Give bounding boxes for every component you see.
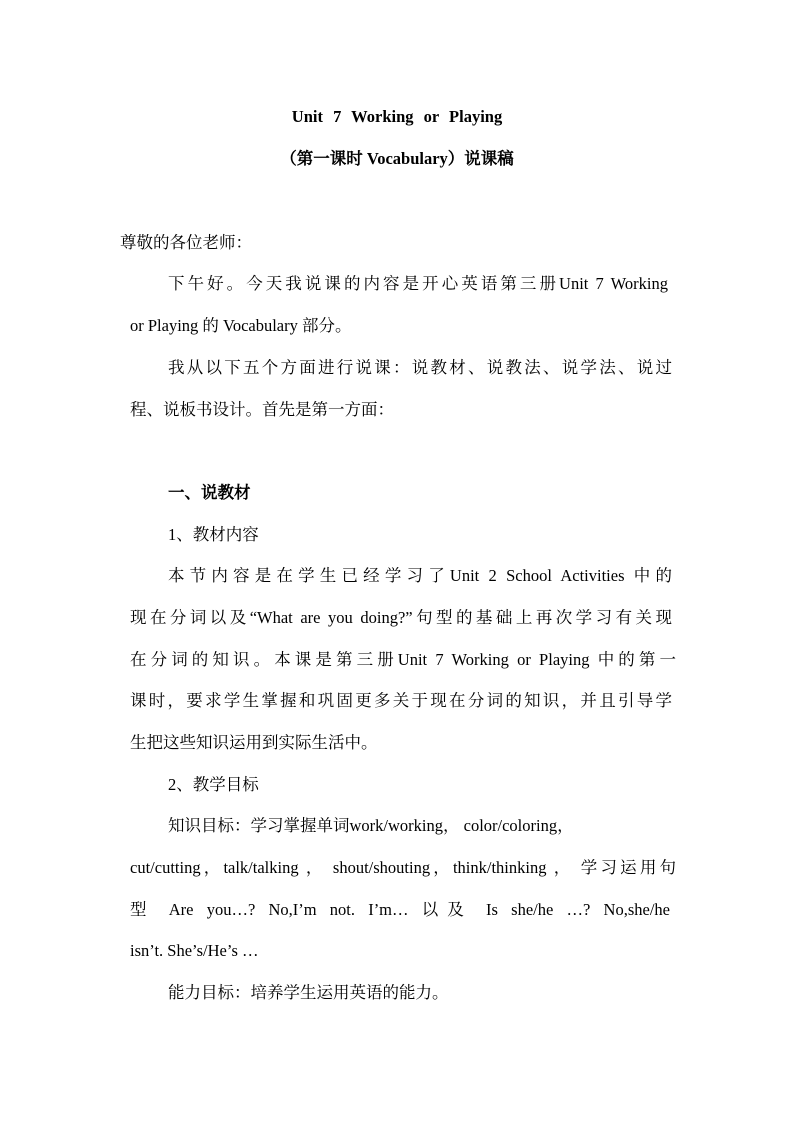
intro-line-1: 下午好。今天我说课的内容是开心英语第三册Unit 7 Working — [168, 274, 668, 293]
section-heading-textbook: 一、说教材 — [168, 483, 251, 502]
document-title: Unit 7 Working or Playing — [291, 107, 503, 126]
ability-goal: 能力目标：培养学生运用英语的能力。 — [168, 983, 449, 1002]
content-line-5: 生把这些知识运用到实际生活中。 — [130, 733, 378, 752]
knowledge-goal-line-1: 知识目标：学习掌握单词work/working， color/coloring， — [168, 816, 574, 835]
overview-line-2: 程、说板书设计。首先是第一方面： — [130, 400, 394, 419]
content-line-2: 现在分词以及“What are you doing?”句型的基础上再次学习有关现 — [130, 608, 672, 627]
intro-line-2: or Playing 的 Vocabulary 部分。 — [130, 316, 352, 335]
knowledge-goal-line-3: 型 Are you…? No,I’m not. I’m… 以及 Is she/he …? No,she/he — [130, 900, 670, 919]
document-subtitle: （第一课时 Vocabulary）说课稿 — [280, 149, 514, 168]
knowledge-goal-line-2: cut/cutting，talk/talking ， shout/shouting，think/thinking ， 学习运用句 — [130, 858, 676, 877]
content-line-1: 本节内容是在学生已经学习了Unit 2 School Activities 中的 — [168, 566, 672, 585]
subsection-title-goals: 2、教学目标 — [168, 775, 259, 794]
content-line-3: 在分词的知识。本课是第三册Unit 7 Working or Playing 中的第一 — [130, 650, 676, 669]
salutation: 尊敬的各位老师： — [120, 233, 252, 252]
overview-line-1: 我从以下五个方面进行说课：说教材、说教法、说学法、说过 — [168, 358, 672, 377]
knowledge-goal-line-4: isn’t. She’s/He’s … — [130, 941, 259, 960]
subsection-title-content: 1、教材内容 — [168, 525, 259, 544]
content-line-4: 课时，要求学生掌握和巩固更多关于现在分词的知识，并且引导学 — [130, 691, 672, 710]
